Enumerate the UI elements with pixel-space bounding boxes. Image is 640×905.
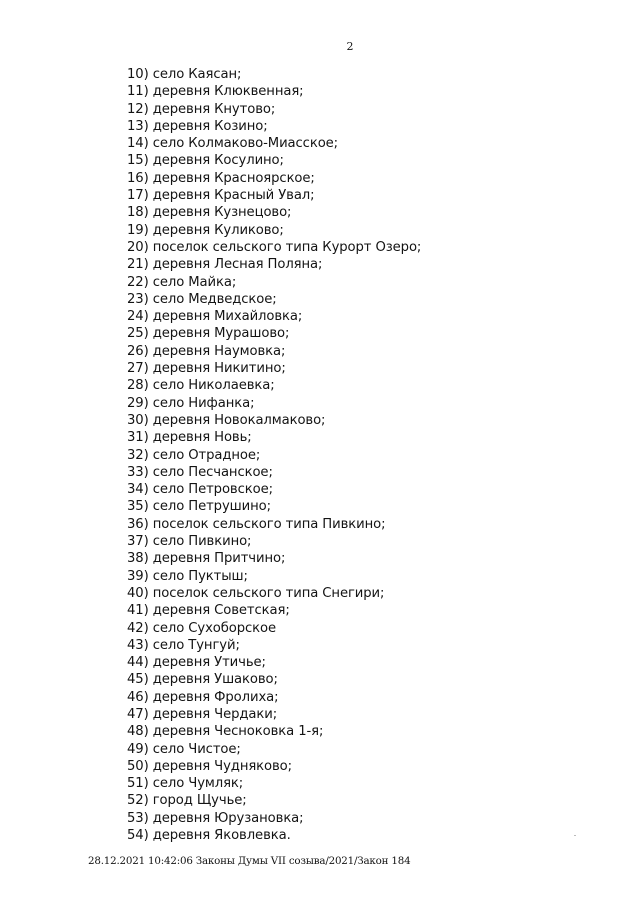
list-item: 16) деревня Красноярское; <box>127 170 315 186</box>
list-item: 37) село Пивкино; <box>127 534 252 550</box>
list-item: 11) деревня Клюквенная; <box>127 84 304 100</box>
list-item: 18) деревня Кузнецово; <box>127 205 292 221</box>
document-footer: 28.12.2021 10:42:06 Законы Думы VII созыва/2021/Закон 184 <box>88 855 411 867</box>
list-item: 49) село Чистое; <box>127 741 241 757</box>
list-item: 22) село Майка; <box>127 274 237 290</box>
list-item: 34) село Петровское; <box>127 482 273 498</box>
list-item: 45) деревня Ушаково; <box>127 672 278 688</box>
list-item: 12) деревня Кнутово; <box>127 101 276 117</box>
list-item: 32) село Отрадное; <box>127 447 261 463</box>
list-item: 14) село Колмаково-Миасское; <box>127 136 339 152</box>
list-item: 51) село Чумляк; <box>127 776 244 792</box>
list-item: 39) село Пуктыш; <box>127 568 248 584</box>
settlement-list <box>127 66 421 844</box>
list-item: 13) деревня Козино; <box>127 118 268 134</box>
list-item: 30) деревня Новокалмаково; <box>127 412 326 428</box>
list-item: 28) село Николаевка; <box>127 378 275 394</box>
list-item: 24) деревня Михайловка; <box>127 309 303 325</box>
list-item: 48) деревня Чесноковка 1-я; <box>127 724 324 740</box>
list-item: 15) деревня Косулино; <box>127 153 284 169</box>
list-item: 52) город Щучье; <box>127 793 247 809</box>
list-item: 19) деревня Куликово; <box>127 222 284 238</box>
list-item: 36) поселок сельского типа Пивкино; <box>127 516 386 532</box>
list-item: 29) село Нифанка; <box>127 395 255 411</box>
list-item: 17) деревня Красный Увал; <box>127 188 315 204</box>
list-item: 46) деревня Фролиха; <box>127 689 279 705</box>
list-item: 53) деревня Юрузановка; <box>127 810 304 826</box>
list-item: 41) деревня Советская; <box>127 603 290 619</box>
list-item: 26) деревня Наумовка; <box>127 343 286 359</box>
list-item: 35) село Петрушино; <box>127 499 271 515</box>
list-item: 21) деревня Лесная Поляна; <box>127 257 323 273</box>
scan-speck <box>574 835 576 836</box>
list-item: 33) село Песчанское; <box>127 464 273 480</box>
page-number: 2 <box>346 40 354 53</box>
list-item: 40) поселок сельского типа Снегири; <box>127 585 385 601</box>
list-item: 10) село Каясан; <box>127 67 242 82</box>
list-item: 47) деревня Чердаки; <box>127 706 278 722</box>
list-item: 54) деревня Яковлевка. <box>127 828 291 844</box>
list-item: 44) деревня Утичье; <box>127 655 266 671</box>
list-item: 20) поселок сельского типа Курорт Озеро; <box>127 239 422 255</box>
list-item: 43) село Тунгуй; <box>127 637 240 653</box>
list-item: 42) село Сухоборское <box>127 620 277 636</box>
list-item: 25) деревня Мурашово; <box>127 326 290 342</box>
list-item: 50) деревня Чудняково; <box>127 758 292 774</box>
list-item: 31) деревня Новь; <box>127 430 252 446</box>
list-item: 27) деревня Никитино; <box>127 361 286 377</box>
list-item: 23) село Медведское; <box>127 291 277 307</box>
list-item: 38) деревня Притчино; <box>127 551 286 567</box>
